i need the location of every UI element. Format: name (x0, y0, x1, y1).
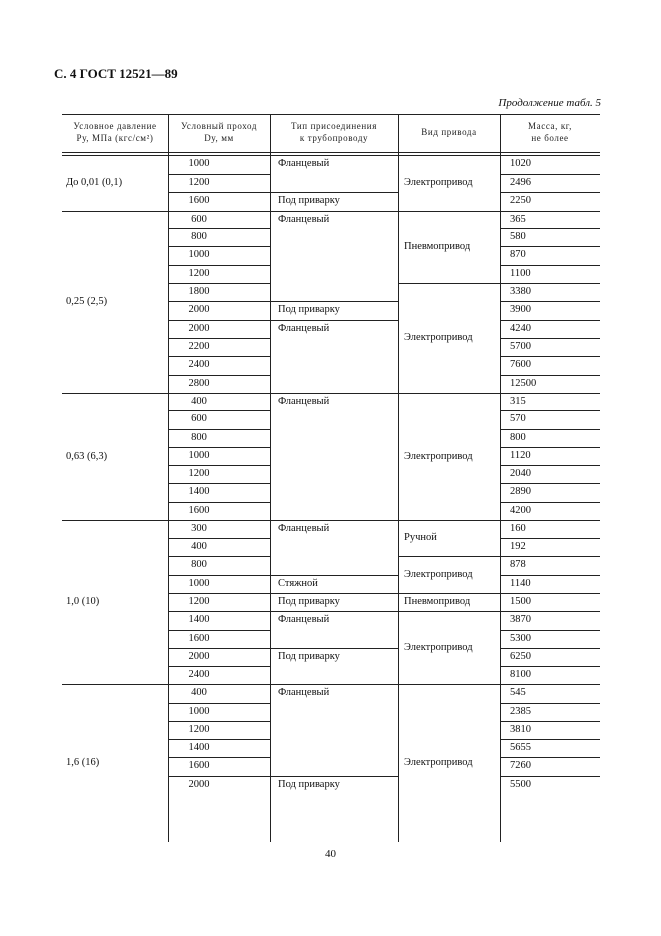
drive-rule (398, 593, 500, 594)
column-header-line1: Условный проход (180, 121, 258, 131)
mass-row-rule (500, 283, 600, 284)
mass-cell: 7260 (510, 760, 531, 771)
diameter-cell: 800 (191, 231, 207, 242)
mass-row-rule (500, 375, 600, 376)
document-header: С. 4 ГОСТ 12521—89 (54, 66, 178, 81)
table-continuation-label: Продолжение табл. 5 (498, 97, 601, 109)
diameter-row-rule (168, 465, 270, 466)
diameter-cell: 1200 (188, 724, 210, 735)
group-separator (62, 684, 600, 685)
diameter-cell: 300 (191, 523, 207, 534)
diameter-cell: 2800 (188, 378, 210, 389)
connection-rule (270, 301, 398, 302)
diameter-cell: 400 (191, 687, 207, 698)
mass-row-rule (500, 611, 600, 612)
mass-cell: 2496 (510, 177, 531, 188)
group-separator (62, 393, 600, 394)
column-header-line2: не более (531, 133, 569, 143)
diameter-row-rule (168, 776, 270, 777)
mass-cell: 365 (510, 213, 526, 225)
connection-type-cell: Фланцевый (278, 214, 330, 225)
mass-cell: 580 (510, 231, 526, 242)
drive-type-cell: Электропривод (404, 450, 473, 462)
diameter-row-rule (168, 375, 270, 376)
diameter-cell: 1600 (188, 760, 210, 771)
connection-rule (270, 320, 398, 321)
body-column-divider (398, 155, 399, 842)
drive-type-cell: Электропривод (404, 177, 473, 188)
connection-type-cell: Фланцевый (278, 323, 330, 334)
column-header-line2: Pу, МПа (кгс/см²) (76, 133, 154, 143)
page-number: 40 (325, 848, 336, 860)
mass-row-rule (500, 483, 600, 484)
diameter-row-rule (168, 174, 270, 175)
mass-cell: 192 (510, 541, 526, 552)
diameter-row-rule (168, 593, 270, 594)
connection-rule (270, 575, 398, 576)
diameter-cell: 2000 (188, 304, 210, 315)
mass-cell: 4200 (510, 505, 531, 516)
diameter-cell: 400 (191, 541, 207, 552)
diameter-cell: 1000 (188, 158, 210, 169)
diameter-row-rule (168, 338, 270, 339)
diameter-cell: 400 (191, 395, 207, 407)
drive-type-cell: Ручной (404, 532, 437, 543)
connection-type-cell: Стяжной (278, 578, 318, 589)
diameter-row-rule (168, 648, 270, 649)
connection-type-cell: Фланцевый (278, 687, 330, 698)
diameter-cell: 1000 (188, 450, 210, 461)
diameter-row-rule (168, 556, 270, 557)
mass-row-rule (500, 666, 600, 667)
diameter-cell: 600 (191, 213, 207, 225)
diameter-row-rule (168, 301, 270, 302)
diameter-row-rule (168, 502, 270, 503)
mass-cell: 1500 (510, 596, 531, 607)
mass-cell: 870 (510, 249, 526, 260)
mass-row-rule (500, 301, 600, 302)
mass-row-rule (500, 556, 600, 557)
drive-rule (398, 611, 500, 612)
drive-rule (398, 283, 500, 284)
pressure-cell: 0,25 (2,5) (66, 296, 108, 307)
diameter-row-rule (168, 283, 270, 284)
mass-cell: 315 (510, 395, 526, 407)
connection-rule (270, 776, 398, 777)
mass-cell: 800 (510, 432, 526, 443)
diameter-row-rule (168, 575, 270, 576)
drive-type-cell: Электропривод (404, 332, 473, 343)
drive-type-cell: Пневмопривод (404, 596, 471, 607)
mass-row-rule (500, 721, 600, 722)
diameter-cell: 1200 (188, 468, 210, 479)
diameter-row-rule (168, 410, 270, 411)
diameter-row-rule (168, 538, 270, 539)
diameter-row-rule (168, 483, 270, 484)
diameter-cell: 1600 (188, 633, 210, 644)
diameter-row-rule (168, 228, 270, 229)
mass-row-rule (500, 703, 600, 704)
pressure-cell: 0,63 (6,3) (66, 450, 108, 462)
diameter-cell: 1000 (188, 249, 210, 260)
diameter-cell: 2000 (188, 651, 210, 662)
mass-cell: 4240 (510, 323, 531, 334)
header-bottom-rule (62, 152, 600, 153)
diameter-row-rule (168, 447, 270, 448)
diameter-cell: 1400 (188, 614, 210, 625)
mass-row-rule (500, 575, 600, 576)
mass-cell: 2890 (510, 486, 531, 497)
mass-cell: 6250 (510, 651, 531, 662)
mass-cell: 3900 (510, 304, 531, 315)
connection-rule (270, 648, 398, 649)
diameter-cell: 1200 (188, 268, 210, 279)
mass-cell: 12500 (510, 378, 537, 389)
mass-cell: 545 (510, 687, 526, 698)
mass-cell: 160 (510, 523, 526, 534)
diameter-row-rule (168, 721, 270, 722)
mass-cell: 1020 (510, 158, 531, 169)
column-header-line2: к трубопроводу (299, 133, 369, 143)
column-header-line1: Условное давление (73, 121, 157, 131)
mass-cell: 1140 (510, 578, 531, 589)
diameter-row-rule (168, 246, 270, 247)
drive-type-cell: Пневмопривод (404, 241, 471, 252)
mass-row-rule (500, 429, 600, 430)
diameter-cell: 1400 (188, 742, 210, 753)
mass-cell: 5300 (510, 633, 531, 644)
connection-type-cell: Под приварку (278, 779, 340, 790)
connection-type-cell: Фланцевый (278, 523, 330, 534)
diameter-row-rule (168, 320, 270, 321)
connection-type-cell: Фланцевый (278, 396, 330, 407)
diameter-cell: 2400 (188, 669, 210, 680)
connection-rule (270, 192, 398, 193)
column-header-line1: Вид привода (421, 127, 477, 137)
diameter-row-rule (168, 356, 270, 357)
drive-rule (398, 556, 500, 557)
pressure-cell: 1,6 (16) (66, 757, 100, 768)
column-header-line1: Масса, кг, (528, 121, 572, 131)
diameter-row-rule (168, 703, 270, 704)
mass-cell: 7600 (510, 359, 531, 370)
mass-cell: 3870 (510, 614, 531, 625)
mass-row-rule (500, 757, 600, 758)
mass-row-rule (500, 593, 600, 594)
diameter-cell: 1600 (188, 505, 210, 516)
diameter-cell: 2200 (188, 341, 210, 352)
mass-row-rule (500, 228, 600, 229)
diameter-cell: 800 (191, 559, 207, 570)
mass-cell: 878 (510, 559, 526, 570)
column-header-line2: Dу, мм (204, 133, 234, 143)
mass-cell: 5500 (510, 779, 531, 790)
diameter-row-rule (168, 666, 270, 667)
diameter-cell: 1200 (188, 596, 210, 607)
mass-cell: 3810 (510, 724, 531, 735)
mass-cell: 5655 (510, 742, 531, 753)
diameter-row-rule (168, 265, 270, 266)
diameter-cell: 2000 (188, 323, 210, 334)
diameter-cell: 1000 (188, 706, 210, 717)
mass-cell: 5700 (510, 341, 531, 352)
diameter-cell: 800 (191, 432, 207, 443)
mass-cell: 2040 (510, 468, 531, 479)
diameter-cell: 1600 (188, 195, 210, 206)
mass-row-rule (500, 246, 600, 247)
group-separator (62, 520, 600, 521)
group-separator (62, 211, 600, 212)
mass-row-rule (500, 447, 600, 448)
mass-cell: 1120 (510, 450, 531, 461)
table-top-rule (62, 114, 600, 115)
header-bottom-rule-double (62, 155, 600, 156)
mass-row-rule (500, 630, 600, 631)
diameter-row-rule (168, 192, 270, 193)
connection-type-cell: Фланцевый (278, 158, 330, 169)
mass-row-rule (500, 648, 600, 649)
diameter-cell: 1000 (188, 578, 210, 589)
mass-row-rule (500, 356, 600, 357)
mass-row-rule (500, 265, 600, 266)
connection-type-cell: Фланцевый (278, 614, 330, 625)
diameter-row-rule (168, 757, 270, 758)
diameter-cell: 2400 (188, 359, 210, 370)
mass-row-rule (500, 538, 600, 539)
diameter-cell: 1800 (188, 286, 210, 297)
drive-type-cell: Электропривод (404, 641, 473, 653)
diameter-row-rule (168, 429, 270, 430)
drive-type-cell: Электропривод (404, 568, 473, 580)
pressure-cell: До 0,01 (0,1) (66, 177, 123, 188)
mass-row-rule (500, 776, 600, 777)
diameter-row-rule (168, 611, 270, 612)
drive-type-cell: Электропривод (404, 757, 473, 768)
connection-rule (270, 593, 398, 594)
diameter-cell: 600 (191, 413, 207, 424)
mass-cell: 3380 (510, 286, 531, 297)
diameter-cell: 1200 (188, 177, 210, 188)
connection-type-cell: Под приварку (278, 596, 340, 607)
diameter-row-rule (168, 630, 270, 631)
mass-cell: 2385 (510, 706, 531, 717)
mass-row-rule (500, 739, 600, 740)
mass-row-rule (500, 502, 600, 503)
connection-rule (270, 611, 398, 612)
mass-row-rule (500, 320, 600, 321)
column-header-line1: Тип присоединения (291, 121, 377, 131)
mass-row-rule (500, 174, 600, 175)
body-column-divider (270, 155, 271, 842)
connection-type-cell: Под приварку (278, 195, 340, 206)
mass-cell: 1100 (510, 268, 531, 279)
pressure-cell: 1,0 (10) (66, 596, 100, 607)
connection-type-cell: Под приварку (278, 304, 340, 315)
diameter-cell: 2000 (188, 779, 210, 790)
mass-cell: 570 (510, 413, 526, 424)
mass-cell: 2250 (510, 195, 531, 206)
mass-row-rule (500, 465, 600, 466)
mass-cell: 8100 (510, 669, 531, 680)
mass-row-rule (500, 410, 600, 411)
diameter-cell: 1400 (188, 486, 210, 497)
connection-type-cell: Под приварку (278, 651, 340, 662)
diameter-row-rule (168, 739, 270, 740)
mass-row-rule (500, 338, 600, 339)
mass-row-rule (500, 192, 600, 193)
